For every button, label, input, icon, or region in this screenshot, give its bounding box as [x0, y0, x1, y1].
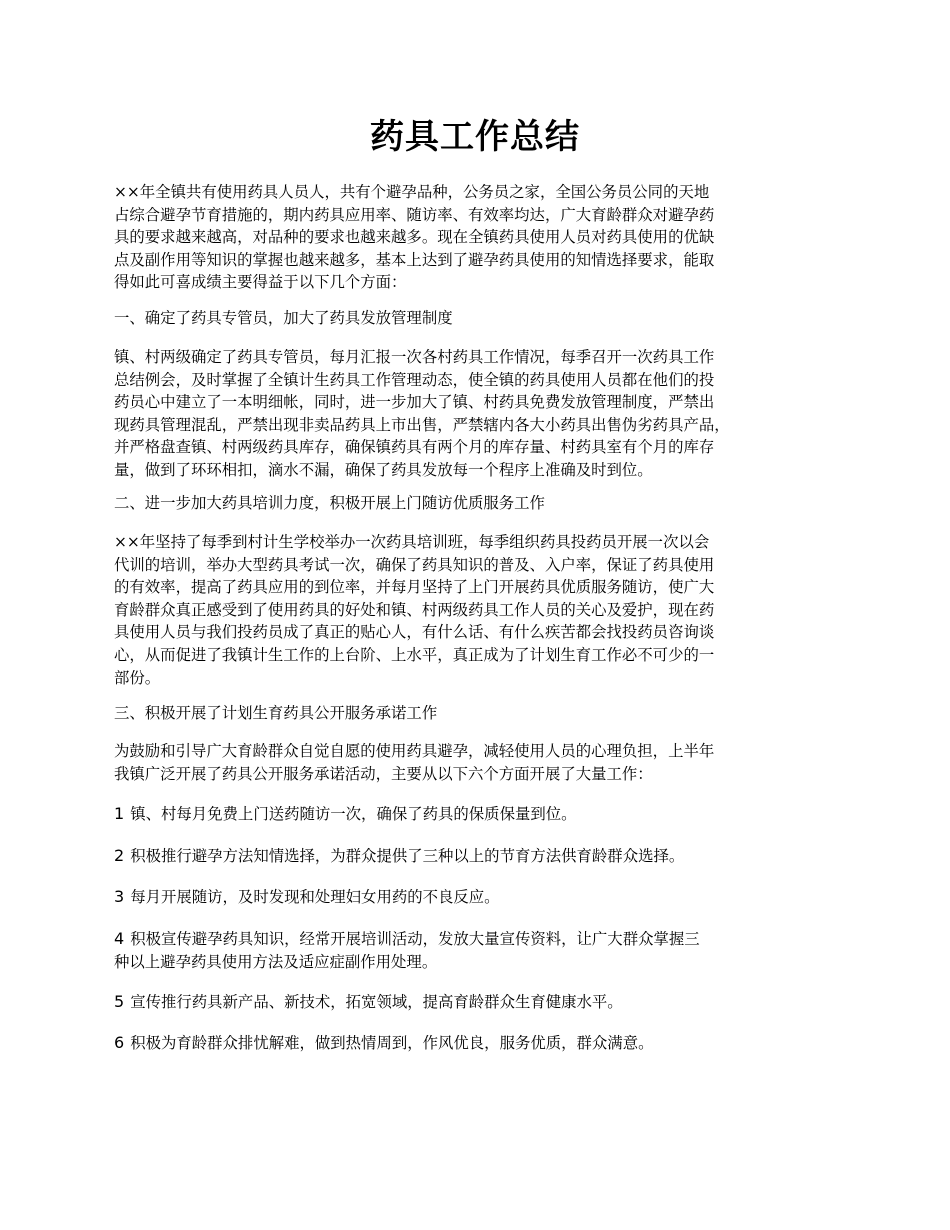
- section3-paragraph: [114, 740, 854, 785]
- list-item-text: 每月开展随访，及时发现和处理妇女用药的不良反应。: [130, 888, 500, 906]
- section1-line: 总结例会，及时掌握了全镇计生药具工作管理动态，使全镇的药具使用人员都在他们的投: [114, 370, 715, 389]
- intro-line: 得如此可喜成绩主要得益于以下几个方面：: [114, 273, 407, 292]
- section2-line: 的有效率，提高了药具应用的到位率，并每月坚持了上门开展药具优质服务随访，使广大: [114, 578, 715, 597]
- intro-paragraph: [114, 181, 854, 294]
- section2-paragraph: [114, 531, 854, 689]
- list-item: [114, 886, 854, 909]
- list-item: [114, 991, 854, 1014]
- intro-line: 占综合避孕节育措施的，期内药具应用率、随访率、有效率均达，广大育龄群众对避孕药: [114, 205, 715, 224]
- section3-line: 我镇广泛开展了药具公开服务承诺活动，主要从以下六个方面开展了大量工作：: [114, 764, 653, 783]
- list-item-number: 4: [114, 929, 125, 948]
- list-item: [114, 845, 854, 868]
- list-item-text: 种以上避孕药具使用方法及适应症副作用处理。: [114, 952, 438, 971]
- section2-line: 代训的培训，举办大型药具考试一次，确保了药具知识的普及、入户率，保证了药具使用: [114, 555, 715, 574]
- list-item-text: 积极宣传避孕药具知识，经常开展培训活动，发放大量宣传资料，让广大群众掌握三: [130, 930, 700, 948]
- list-item-text: 宣传推行药具新产品、新技术，拓宽领域，提高育龄群众生育健康水平。: [130, 993, 623, 1011]
- section1-paragraph: [114, 346, 854, 482]
- section1-line: 现药具管理混乱，严禁出现非卖品药具上市出售，严禁辖内各大小药具出售伪劣药具产品，: [114, 415, 730, 434]
- list-item-number: 2: [114, 846, 125, 865]
- list-item-text: 积极推行避孕方法知情选择，为群众提供了三种以上的节育方法供育龄群众选择。: [130, 847, 685, 865]
- section3-line: 为鼓励和引导广大育龄群众自觉自愿的使用药具避孕，减轻使用人员的心理负担，上半年: [114, 742, 715, 760]
- section2-line: 心，从而促进了我镇计生工作的上台阶、上水平，真正成为了计划生育工作必不可少的一: [114, 645, 715, 664]
- list-item-number: 6: [114, 1033, 125, 1052]
- list-item: [114, 928, 854, 973]
- list-item-number: 5: [114, 992, 125, 1011]
- section1-line: 并严格盘查镇、村两级药具库存，确保镇药具有两个月的库存量、村药具室有个月的库存: [114, 438, 715, 457]
- section2-line: 具使用人员与我们投药员成了真正的贴心人，有什么话、有什么疾苦都会找投药员咨询谈: [114, 623, 715, 642]
- intro-line: 点及副作用等知识的掌握也越来越多，基本上达到了避孕药具使用的知情选择要求，能取: [114, 250, 715, 269]
- section2-line: 部份。: [114, 668, 161, 687]
- list-item: [114, 803, 854, 826]
- section3-heading: 三、积极开展了计划生育药具公开服务承诺工作: [114, 704, 438, 722]
- list-item-number: 3: [114, 887, 125, 906]
- section1-line: 镇、村两级确定了药具专管员，每月汇报一次各村药具工作情况，每季召开一次药具工作: [114, 348, 715, 366]
- section1-line: 药员心中建立了一本明细帐，同时，进一步加大了镇、村药具免费发放管理制度，严禁出: [114, 393, 715, 412]
- section2-heading: 二、进一步加大药具培训力度，积极开展上门随访优质服务工作: [114, 494, 545, 512]
- section1-line: 量，做到了环环相扣，滴水不漏，确保了药具发放每一个程序上准确及时到位。: [114, 460, 653, 479]
- intro-line: 具的要求越来越高，对品种的要求也越来越多。现在全镇药具使用人员对药具使用的优缺: [114, 228, 715, 247]
- section1-heading: 一、确定了药具专管员，加大了药具发放管理制度: [114, 309, 453, 327]
- list-item: [114, 1032, 854, 1055]
- section2-line: 育龄群众真正感受到了使用药具的好处和镇、村两级药具工作人员的关心及爱护，现在药: [114, 600, 715, 619]
- list-item-text: 镇、村每月免费上门送药随访一次，确保了药具的保质保量到位。: [130, 805, 577, 823]
- document-title: 药具工作总结: [370, 117, 580, 157]
- intro-line: ××年全镇共有使用药具人员人，共有个避孕品种，公务员之家，全国公务员公同的天地: [114, 183, 710, 201]
- list-item-number: 1: [114, 804, 125, 823]
- list-item-text: 积极为育龄群众排忧解难，做到热情周到，作风优良，服务优质，群众满意。: [130, 1034, 654, 1052]
- section2-line: ××年坚持了每季到村计生学校举办一次药具培训班，每季组织药具投药员开展一次以会: [114, 533, 710, 551]
